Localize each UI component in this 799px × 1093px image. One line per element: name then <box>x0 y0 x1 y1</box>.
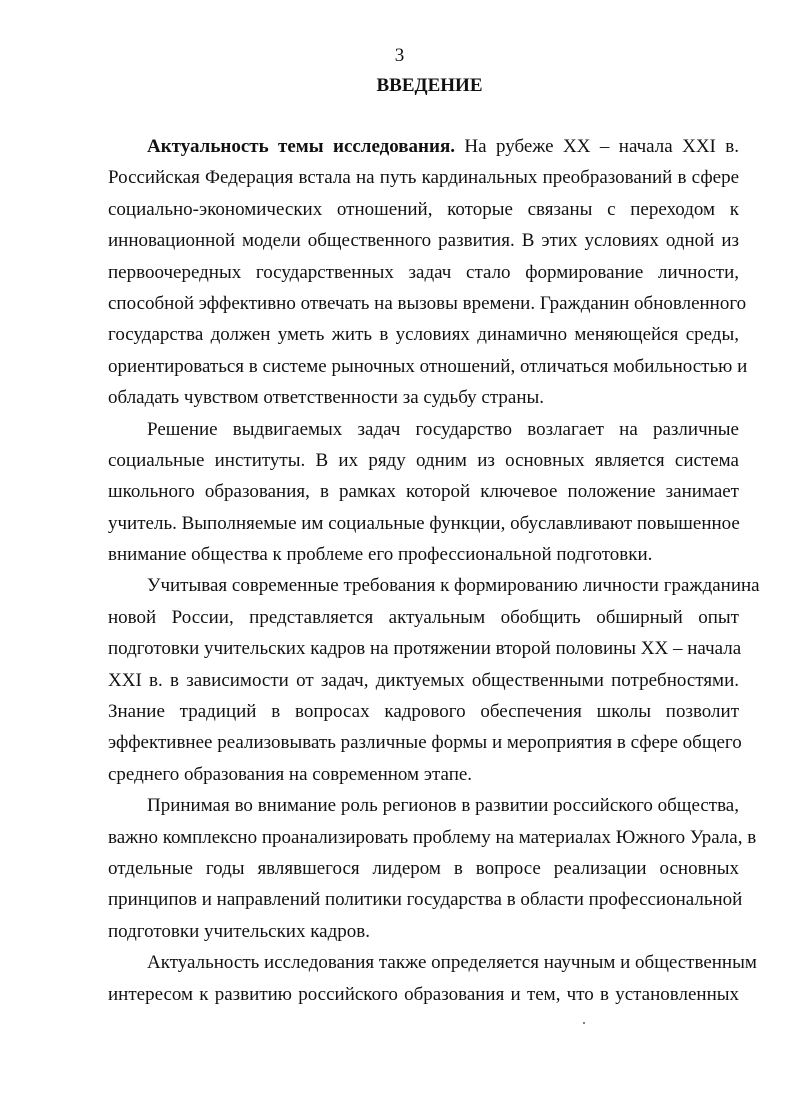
text-line: Учитывая современные требования к формированию личности гражданина <box>147 575 760 597</box>
text-line: Российская Федерация встала на путь кардинальных преобразований в сфере <box>108 167 739 189</box>
text-line: ориентироваться в системе рыночных отношений, отличаться мобильностью и <box>108 355 748 377</box>
text-line: социальные институты. В их ряду одним из основных является система <box>108 449 739 471</box>
text-line: Актуальность темы исследования. На рубеже XX – начала XXI в. <box>147 136 739 157</box>
text-line: обладать чувством ответственности за судьбу страны. <box>108 387 544 409</box>
section-heading: ВВЕДЕНИЕ <box>376 75 483 96</box>
paragraph-interest <box>108 947 757 1010</box>
text-line: среднего образования на современном этапе. <box>108 763 473 785</box>
text-line: важно комплексно проанализировать проблему на материалах Южного Урала, в <box>108 826 757 848</box>
paragraph-requirements <box>108 570 760 790</box>
page-number: 3 <box>394 45 405 66</box>
text-line: Знание традиций в вопросах кадрового обеспечения школы позволит <box>108 701 739 723</box>
text-line: школьного образования, в рамках которой ключевое положение занимает <box>108 481 739 503</box>
text-line: внимание общества к проблеме его профессиональной подготовки. <box>108 544 653 566</box>
text-line: первоочередных государственных задач стало формирование личности, <box>108 261 739 283</box>
text-line: способной эффективно отвечать на вызовы времени. Гражданин обновленного <box>108 292 747 314</box>
lead-phrase: Актуальность темы исследования. <box>147 136 455 157</box>
text-line: Решение выдвигаемых задач государство возлагает на различные <box>147 418 739 440</box>
text-line: эффективнее реализовывать различные формы и мероприятия в сфере общего <box>108 732 742 754</box>
text-line: подготовки учительских кадров на протяжении второй половины XX – начала <box>108 638 742 660</box>
text-line: Актуальность исследования также определяется научным и общественным <box>147 952 757 974</box>
text-line: новой России, представляется актуальным обобщить обширный опыт <box>108 606 739 628</box>
paragraph-regions <box>108 790 757 947</box>
text-line: подготовки учительских кадров. <box>108 920 370 942</box>
text-line: учитель. Выполняемые им социальные функции, обуславливают повышенное <box>108 512 740 534</box>
text-line: Принимая во внимание роль регионов в развитии российского общества, <box>147 795 739 817</box>
text-line: интересом к развитию российского образования и тем, что в установленных <box>108 983 739 1005</box>
text-line: социально-экономических отношений, которые связаны с переходом к <box>108 198 739 220</box>
text-line: государства должен уметь жить в условиях динамично меняющейся среды, <box>108 324 739 346</box>
paragraph-relevance <box>108 131 748 414</box>
text-line: инновационной модели общественного развития. В этих условиях одной из <box>108 230 739 252</box>
paragraph-institutions <box>108 414 739 571</box>
text-line: принципов и направлений политики государства в области профессиональной <box>108 889 743 911</box>
text-line: XXI в. в зависимости от задач, диктуемых общественными потребностями. <box>108 669 739 691</box>
body-text <box>108 131 760 1010</box>
text-line: отдельные годы являвшегося лидером в вопросе реализации основных <box>108 857 739 879</box>
scan-speck <box>583 1022 585 1024</box>
